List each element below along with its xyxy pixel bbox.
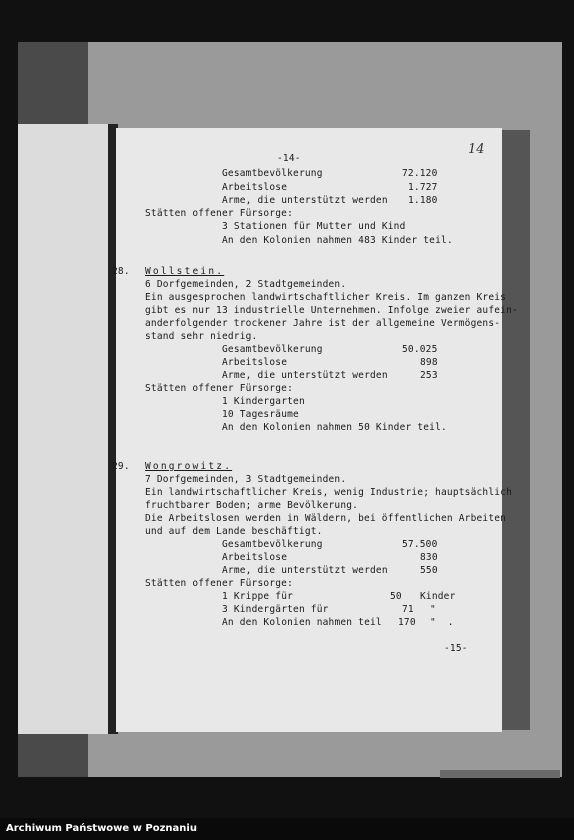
s29-line5: und auf dem Lande beschäftigt.	[145, 526, 323, 537]
s28-line1: 6 Dorfgemeinden, 2 Stadtgemeinden.	[145, 279, 347, 290]
s29-line1: 7 Dorfgemeinden, 3 Stadtgemeinden.	[145, 474, 347, 485]
s28-arme-label: Arme, die unterstützt werden	[222, 370, 388, 381]
s29-gesamt-value: 57.500	[402, 539, 438, 550]
s28-line4: anderfolgender trockener Jahre ist der allgemeine Vermögens-	[145, 318, 501, 329]
next-page-note: -15-	[444, 643, 468, 654]
top-item2: An den Kolonien nahmen 483 Kinder teil.	[222, 235, 453, 246]
s29-arme-value: 550	[420, 565, 438, 576]
s29-item2-unit: "	[430, 604, 436, 615]
s29-line2: Ein landwirtschaftlicher Kreis, wenig Industrie; hauptsächlich	[145, 487, 513, 498]
s29-name: Wongrowitz.	[145, 461, 233, 472]
archive-stamp-strip	[440, 770, 560, 778]
s28-line5: stand sehr niedrig.	[145, 331, 258, 342]
s28-arbeit-value: 898	[420, 357, 438, 368]
top-gesamt-label: Gesamtbevölkerung	[222, 168, 323, 179]
s28-line3: gibt es nur 13 industrielle Unternehmen. Infolge zweier aufein-	[145, 305, 518, 316]
s28-item2: 10 Tagesräume	[222, 409, 299, 420]
s29-item3-value: 170	[398, 617, 416, 628]
s29-item2: 3 Kindergärten für	[222, 604, 329, 615]
s29-line3: fruchtbarer Boden; arme Bevölkerung.	[145, 500, 359, 511]
s29-arbeit-label: Arbeitslose	[222, 552, 288, 563]
s29-item3: An den Kolonien nahmen teil	[222, 617, 382, 628]
left-page	[18, 124, 112, 734]
s29-arbeit-value: 830	[420, 552, 438, 563]
s28-name: Wollstein.	[145, 266, 225, 277]
s29-item1-value: 50	[390, 591, 402, 602]
top-arbeit-label: Arbeitslose	[222, 182, 288, 193]
s29-item1: 1 Krippe für	[222, 591, 294, 602]
s29-number: 29.	[112, 461, 130, 472]
s29-gesamt-label: Gesamtbevölkerung	[222, 539, 323, 550]
s29-arme-label: Arme, die unterstützt werden	[222, 565, 388, 576]
s29-item3-unit: " .	[430, 617, 454, 628]
s29-item2-value: 71	[402, 604, 414, 615]
s28-staetten: Stätten offener Fürsorge:	[145, 383, 293, 394]
s28-line2: Ein ausgesprochen landwirtschaftlicher Kreis. Im ganzen Kreis	[145, 292, 507, 303]
s28-gesamt-value: 50.025	[402, 344, 438, 355]
top-item1: 3 Stationen für Mutter und Kind	[222, 221, 406, 232]
top-arbeit-value: 1.727	[408, 182, 438, 193]
s29-item1-unit: Kinder	[420, 591, 456, 602]
page-shadow	[500, 130, 530, 730]
s28-arme-value: 253	[420, 370, 438, 381]
s28-gesamt-label: Gesamtbevölkerung	[222, 344, 323, 355]
top-arme-label: Arme, die unterstützt werden	[222, 195, 388, 206]
s29-staetten: Stätten offener Fürsorge:	[145, 578, 293, 589]
top-gesamt-value: 72.120	[402, 168, 438, 179]
page-number: -14-	[277, 153, 301, 164]
top-arme-value: 1.180	[408, 195, 438, 206]
archive-credit: Archiwum Państwowe w Poznaniu	[6, 823, 197, 834]
s28-arbeit-label: Arbeitslose	[222, 357, 288, 368]
s28-number: 28.	[112, 266, 130, 277]
s28-item3: An den Kolonien nahmen 50 Kinder teil.	[222, 422, 447, 433]
top-staetten: Stätten offener Fürsorge:	[145, 208, 293, 219]
handwritten-page-number: 14	[468, 142, 485, 157]
s28-item1: 1 Kindergarten	[222, 396, 305, 407]
s29-line4: Die Arbeitslosen werden in Wäldern, bei öffentlichen Arbeiten	[145, 513, 507, 524]
